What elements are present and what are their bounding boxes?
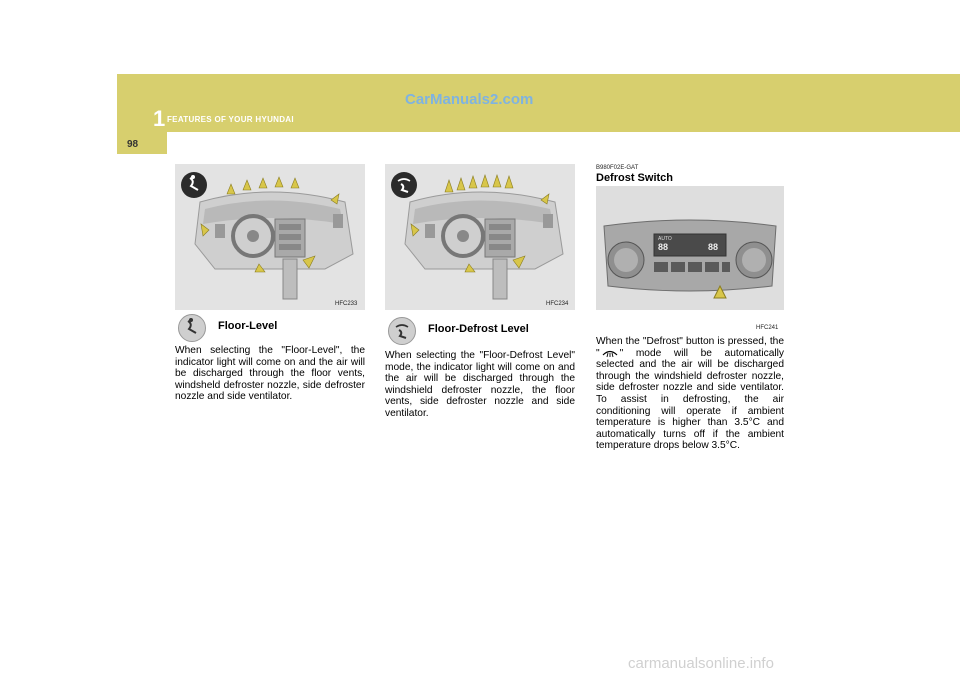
display-right-temp: 88 — [708, 242, 719, 252]
chapter-number: 1 — [153, 106, 166, 131]
page-number: 98 — [127, 139, 139, 150]
floor-defrost-title: Floor-Defrost Level — [428, 323, 529, 335]
figure-climate-panel — [596, 186, 784, 310]
defrost-switch-text — [596, 336, 784, 452]
watermark-link[interactable]: CarManuals2.com — [405, 91, 534, 108]
page-number-tab — [117, 132, 167, 154]
section-code: B980F02E-GAT — [596, 165, 639, 171]
defrost-switch-title: Defrost Switch — [596, 172, 674, 184]
floor-level-text: When selecting the "Floor-Level", the indicator light will come on and the air will be discharged through the floor vents, windsheld defroster nozzle, side defroster nozzle and side ventilator. — [175, 345, 365, 403]
display-left-temp: 88 — [658, 242, 669, 252]
figure-code: HFC234 — [546, 301, 569, 307]
defrost-text-part-2: " mode will be automatically selected and the air will be discharged through the windshield defroster nozzle, side defroster nozzle and side ventilator. To assist in defrosting, the air conditioning will operate if ambient temperature is higher than 3.5°C and automatically turns off if the ambient temperature drops below 3.5°C. — [596, 347, 784, 452]
figure-code: HFC241 — [756, 325, 779, 331]
figure-floor-defrost — [385, 164, 575, 310]
footer-watermark: carmanualsonline.info — [628, 655, 774, 672]
figure-code: HFC233 — [335, 301, 358, 307]
defrost-icon — [600, 348, 620, 358]
chapter-title: FEATURES OF YOUR HYUNDAI — [167, 115, 294, 124]
figure-floor-level — [175, 164, 365, 310]
floor-level-icon — [181, 172, 207, 198]
floor-defrost-text: When selecting the "Floor-Defrost Level" mode, the indicator light will come on and the air will be discharged through the windshield defroster nozzle, the floor vents, side defroster nozzle and side ventilator. — [385, 350, 575, 419]
floor-defrost-icon — [388, 317, 416, 345]
defrost-text-part-1: When the "Defrost" button is pressed, the " — [596, 336, 784, 359]
floor-level-icon — [178, 314, 206, 342]
floor-level-title: Floor-Level — [218, 320, 278, 332]
floor-defrost-icon — [391, 172, 417, 198]
display-auto-label: AUTO — [658, 236, 672, 242]
climate-panel-illustration — [596, 186, 784, 310]
